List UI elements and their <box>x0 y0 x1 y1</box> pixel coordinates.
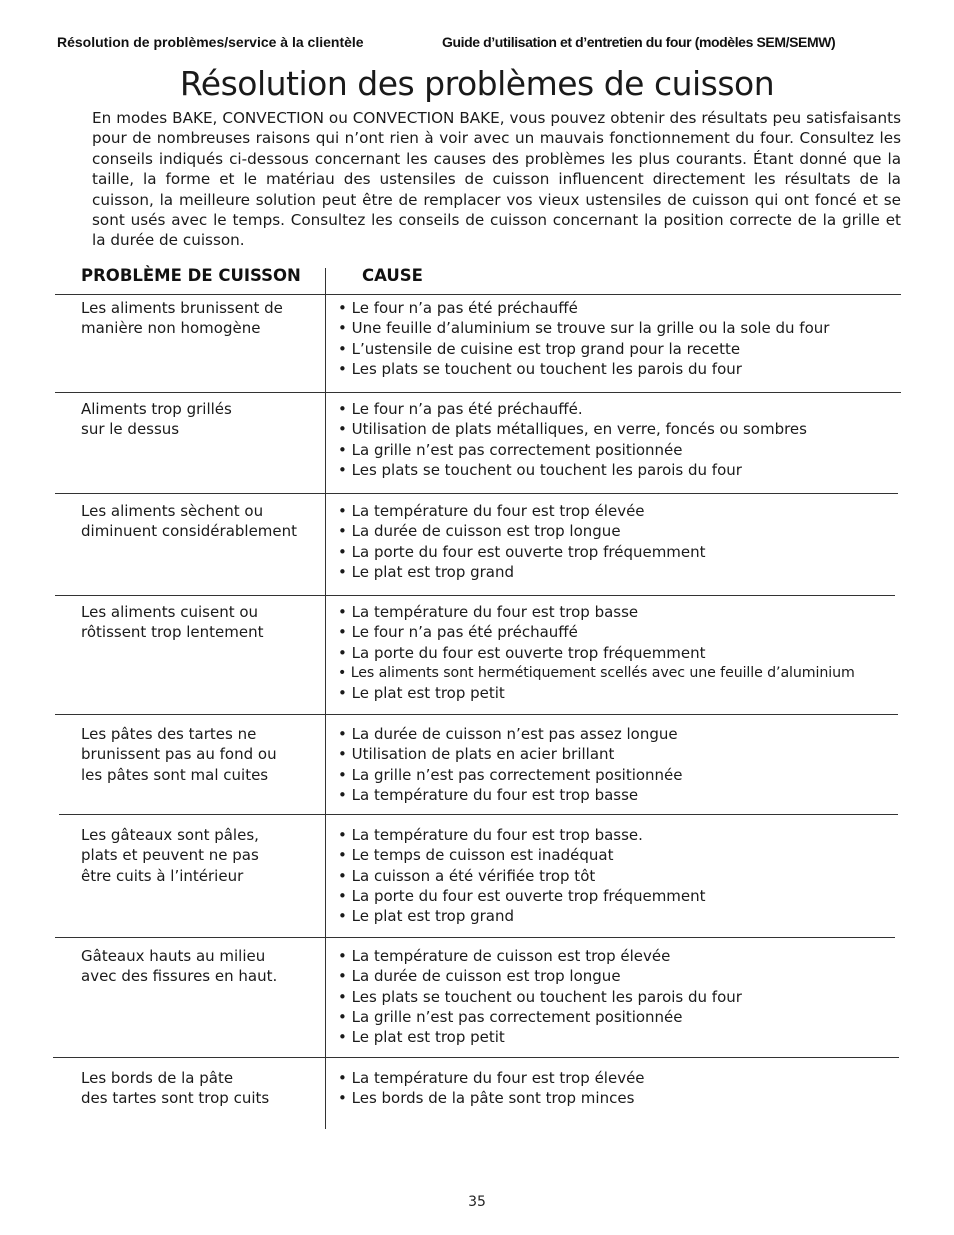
cause-item: • La température de cuisson est trop élevée <box>338 946 898 966</box>
cause-list <box>338 724 898 805</box>
column-header-cause: CAUSE <box>362 266 423 285</box>
problem-line: brunissent pas au fond ou <box>81 745 277 764</box>
problem-line: Les aliments brunissent de <box>81 299 283 317</box>
cause-item: • La durée de cuisson est trop longue <box>338 521 898 541</box>
problem-line: Les pâtes des tartes ne <box>81 725 257 743</box>
column-divider <box>325 268 326 1129</box>
problem-cell <box>81 1068 316 1109</box>
problem-line: avec des fissures en haut. <box>81 967 278 986</box>
cause-item: • Utilisation de plats en acier brillant <box>338 744 898 764</box>
cause-item: • La grille n’est pas correctement positionnée <box>338 440 898 460</box>
cause-item: • Le four n’a pas été préchauffé <box>338 298 898 318</box>
cause-item: • Le temps de cuisson est inadéquat <box>338 845 898 865</box>
row-divider <box>53 1057 899 1058</box>
cause-item: • Les aliments sont hermétiquement scellés avec une feuille d’aluminium <box>338 663 898 683</box>
problem-line: plats et peuvent ne pas <box>81 846 259 865</box>
cause-item: • Le four n’a pas été préchauffé <box>338 622 898 642</box>
problem-line: Les bords de la pâte <box>81 1069 234 1087</box>
cause-item: • La porte du four est ouverte trop fréquemment <box>338 643 898 663</box>
cause-item: • La grille n’est pas correctement positionnée <box>338 765 898 785</box>
problem-line: sur le dessus <box>81 420 180 439</box>
problem-line: être cuits à l’intérieur <box>81 866 244 885</box>
problem-line: rôtissent trop lentement <box>81 623 264 642</box>
cause-item: • La grille n’est pas correctement positionnée <box>338 1007 898 1027</box>
cause-item: • Les bords de la pâte sont trop minces <box>338 1088 898 1108</box>
problem-line: diminuent considérablement <box>81 522 298 541</box>
row-divider <box>55 493 898 494</box>
cause-item: • Le plat est trop grand <box>338 562 898 582</box>
problem-line: les pâtes sont mal cuites <box>81 765 269 784</box>
cause-list <box>338 946 898 1047</box>
problem-line: manière non homogène <box>81 319 261 338</box>
cause-list <box>338 1068 898 1109</box>
problem-cell <box>81 946 316 987</box>
cause-item: • La température du four est trop élevée <box>338 501 898 521</box>
problem-cell <box>81 501 316 542</box>
cause-item: • Le plat est trop petit <box>338 1027 898 1047</box>
cause-item: • Utilisation de plats métalliques, en verre, foncés ou sombres <box>338 419 898 439</box>
cause-item: • Le four n’a pas été préchauffé. <box>338 399 898 419</box>
cause-item: • La température du four est trop basse. <box>338 825 898 845</box>
cause-item: • La cuisson a été vérifiée trop tôt <box>338 866 898 886</box>
problem-line: Les aliments cuisent ou <box>81 603 259 621</box>
row-divider <box>55 937 895 938</box>
cause-item: • L’ustensile de cuisine est trop grand pour la recette <box>338 339 898 359</box>
running-header-section: Résolution de problèmes/service à la clientèle <box>57 34 364 50</box>
cause-item: • La porte du four est ouverte trop fréquemment <box>338 542 898 562</box>
row-divider <box>59 814 898 815</box>
running-header-guide: Guide d’utilisation et d’entretien du four (modèles SEM/SEMW) <box>442 34 836 50</box>
cause-item: • La porte du four est ouverte trop fréquemment <box>338 886 898 906</box>
cause-item: • Les plats se touchent ou touchent les parois du four <box>338 359 898 379</box>
problem-line: Aliments trop grillés <box>81 400 232 418</box>
page-number: 35 <box>468 1194 486 1210</box>
row-divider <box>55 294 901 295</box>
cause-item: • La durée de cuisson est trop longue <box>338 966 898 986</box>
cause-list <box>338 298 898 379</box>
cause-item: • Les plats se touchent ou touchent les parois du four <box>338 987 898 1007</box>
cause-list <box>338 399 898 480</box>
row-divider <box>55 714 898 715</box>
cause-list <box>338 602 898 703</box>
column-header-problem: PROBLÈME DE CUISSON <box>81 266 301 285</box>
cause-item: • Le plat est trop petit <box>338 683 898 703</box>
cause-list <box>338 825 898 926</box>
problem-line: Gâteaux hauts au milieu <box>81 947 266 965</box>
cause-item: • Le plat est trop grand <box>338 906 898 926</box>
problem-line: Les gâteaux sont pâles, <box>81 826 259 844</box>
cause-item: • La température du four est trop élevée <box>338 1068 898 1088</box>
page-title: Résolution des problèmes de cuisson <box>179 64 775 103</box>
cause-item: • La durée de cuisson n’est pas assez longue <box>338 724 898 744</box>
row-divider <box>55 392 901 393</box>
problem-line: des tartes sont trop cuits <box>81 1089 270 1108</box>
problem-cell <box>81 724 316 785</box>
cause-list <box>338 501 898 582</box>
problem-line: Les aliments sèchent ou <box>81 502 264 520</box>
cause-item: • Les plats se touchent ou touchent les parois du four <box>338 460 898 480</box>
problem-cell <box>81 399 316 440</box>
cause-item: • Une feuille d’aluminium se trouve sur la grille ou la sole du four <box>338 318 898 338</box>
problem-cell <box>81 298 316 339</box>
problem-cell <box>81 825 316 886</box>
row-divider <box>55 595 895 596</box>
cause-item: • La température du four est trop basse <box>338 785 898 805</box>
problem-cell <box>81 602 316 643</box>
cause-item: • La température du four est trop basse <box>338 602 898 622</box>
intro-paragraph: En modes BAKE, CONVECTION ou CONVECTION BAKE, vous pouvez obtenir des résultats peu satisfaisants pour de nombreuses raisons qui n’ont rien à voir avec un mauvais fonctionnement du four. Consultez les conseils indiqués ci-dessous concernant les causes des problèmes les plus courants. Étant donné que la taille, la forme et le matériau des ustensiles de cuisson influencent directement les résultats de la cuisson, la meilleure solution peut être de remplacer vos vieux ustensiles de cuisson qui ont foncé et se sont usés avec le temps. Consultez les conseils de cuisson concernant la position correcte de la grille et la durée de cuisson. <box>92 109 901 250</box>
